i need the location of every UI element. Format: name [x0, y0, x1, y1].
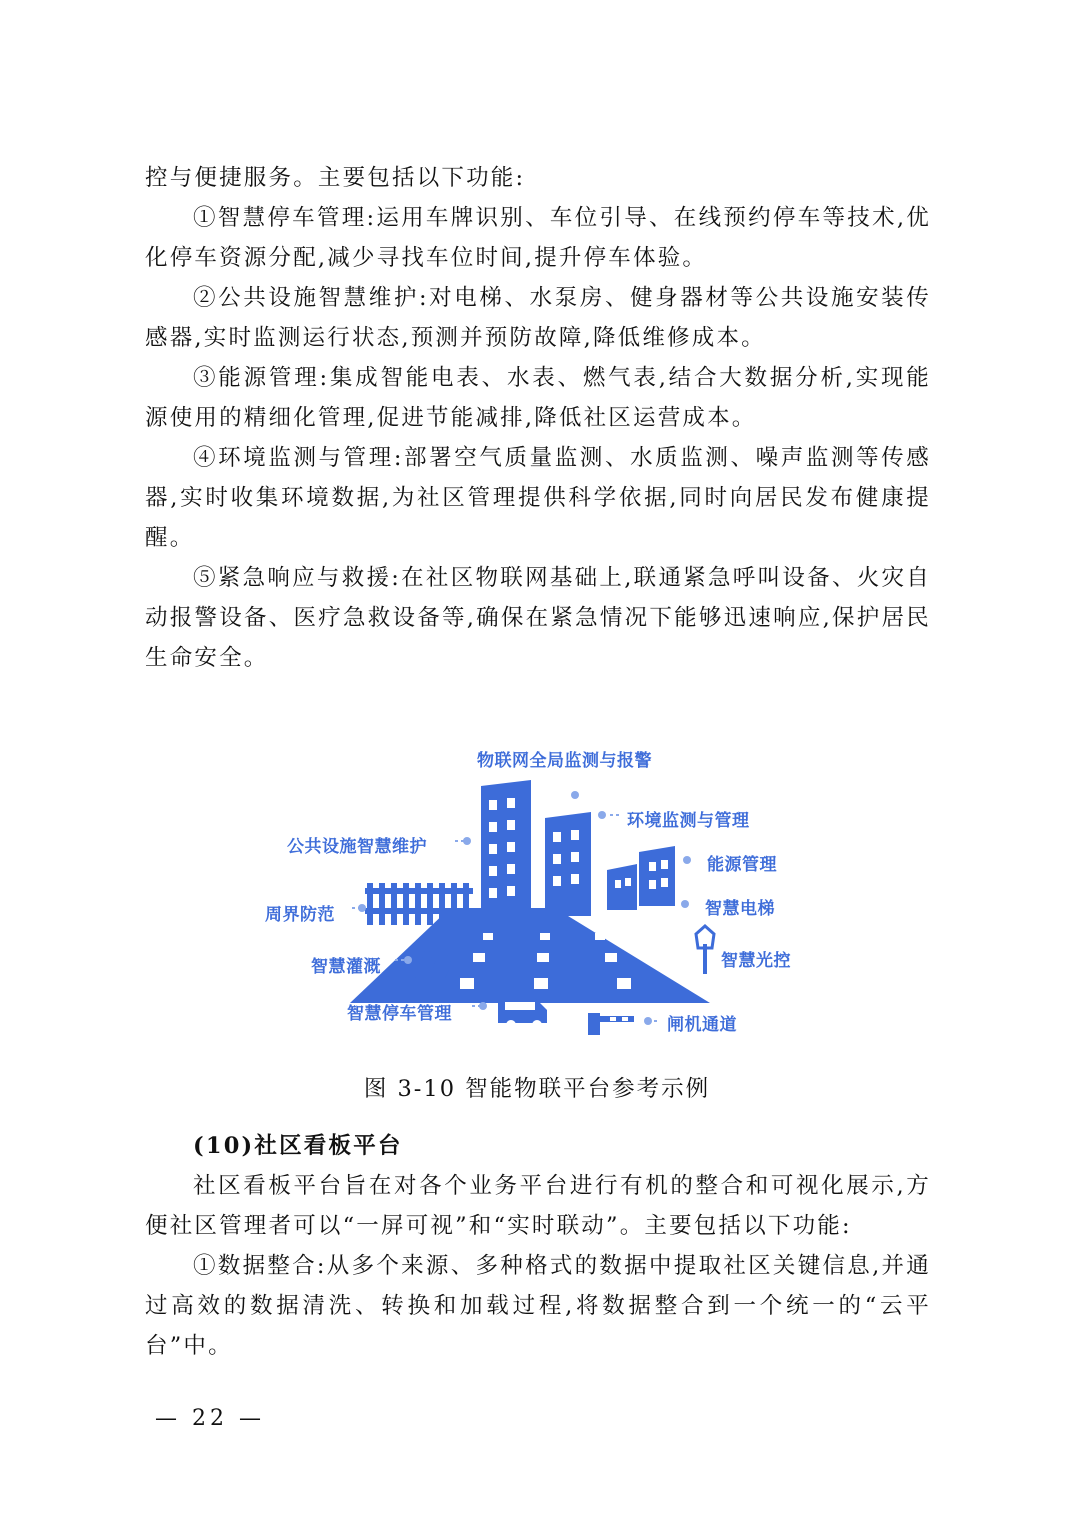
building-right — [639, 846, 675, 906]
label-iot-monitoring: 物联网全局监测与报警 — [477, 751, 652, 771]
paragraph: ②公共设施智慧维护:对电梯、水泵房、健身器材等公共设施安装传感器,实时监测运行状态,预测并预防故障,降低维修成本。 — [145, 285, 931, 351]
paragraph: ⑤紧急响应与救援:在社区物联网基础上,联通紧急呼叫设备、火灾自动报警设备、医疗急救设备等,确保在紧急情况下能够迅速响应,保护居民生命安全。 — [145, 565, 931, 671]
iot-platform-figure — [255, 738, 815, 1038]
paragraph: 控与便捷服务。主要包括以下功能: — [145, 165, 526, 191]
label-smart-parking: 智慧停车管理 — [347, 1004, 452, 1024]
paragraph: ④环境监测与管理:部署空气质量监测、水质监测、噪声监测等传感器,实时收集环境数据,为社区管理提供科学依据,同时向居民发布健康提醒。 — [145, 445, 931, 551]
city-illustration — [255, 738, 815, 1038]
building-tall — [481, 780, 531, 918]
section-heading: (10)社区看板平台 — [193, 1133, 403, 1159]
body-text-top — [145, 158, 931, 678]
label-perimeter: 周界防范 — [265, 905, 335, 925]
label-energy: 能源管理 — [707, 855, 777, 875]
body-text-bottom — [145, 1126, 931, 1366]
paragraph: ①智慧停车管理:运用车牌识别、车位引导、在线预约停车等技术,优化停车资源分配,减少寻找车位时间,提升停车体验。 — [145, 205, 931, 271]
page-number: — 22 — — [155, 1406, 265, 1431]
gate-post — [588, 1013, 600, 1035]
figure-caption: 图 3-10 智能物联平台参考示例 — [363, 1076, 711, 1102]
label-smart-irrigation: 智慧灌溉 — [311, 957, 381, 977]
label-environment: 环境监测与管理 — [627, 811, 750, 831]
label-public-facilities: 公共设施智慧维护 — [287, 837, 427, 857]
paragraph: ③能源管理:集成智能电表、水表、燃气表,结合大数据分析,实现能源使用的精细化管理,促进节能减排,降低社区运营成本。 — [145, 365, 931, 431]
building-small — [607, 864, 637, 910]
label-gate-channel: 闸机通道 — [667, 1015, 737, 1035]
paragraph: 社区看板平台旨在对各个业务平台进行有机的整合和可视化展示,方便社区管理者可以“一屏可视”和“实时联动”。主要包括以下功能: — [145, 1173, 931, 1239]
paragraph: ①数据整合:从多个来源、多种格式的数据中提取社区关键信息,并通过高效的数据清洗、转换和加载过程,将数据整合到一个统一的“云平台”中。 — [145, 1253, 931, 1359]
label-smart-elevator: 智慧电梯 — [705, 899, 775, 919]
label-smart-lighting: 智慧光控 — [721, 951, 791, 971]
gate-barrier — [600, 1016, 634, 1022]
building-mid — [545, 812, 591, 916]
